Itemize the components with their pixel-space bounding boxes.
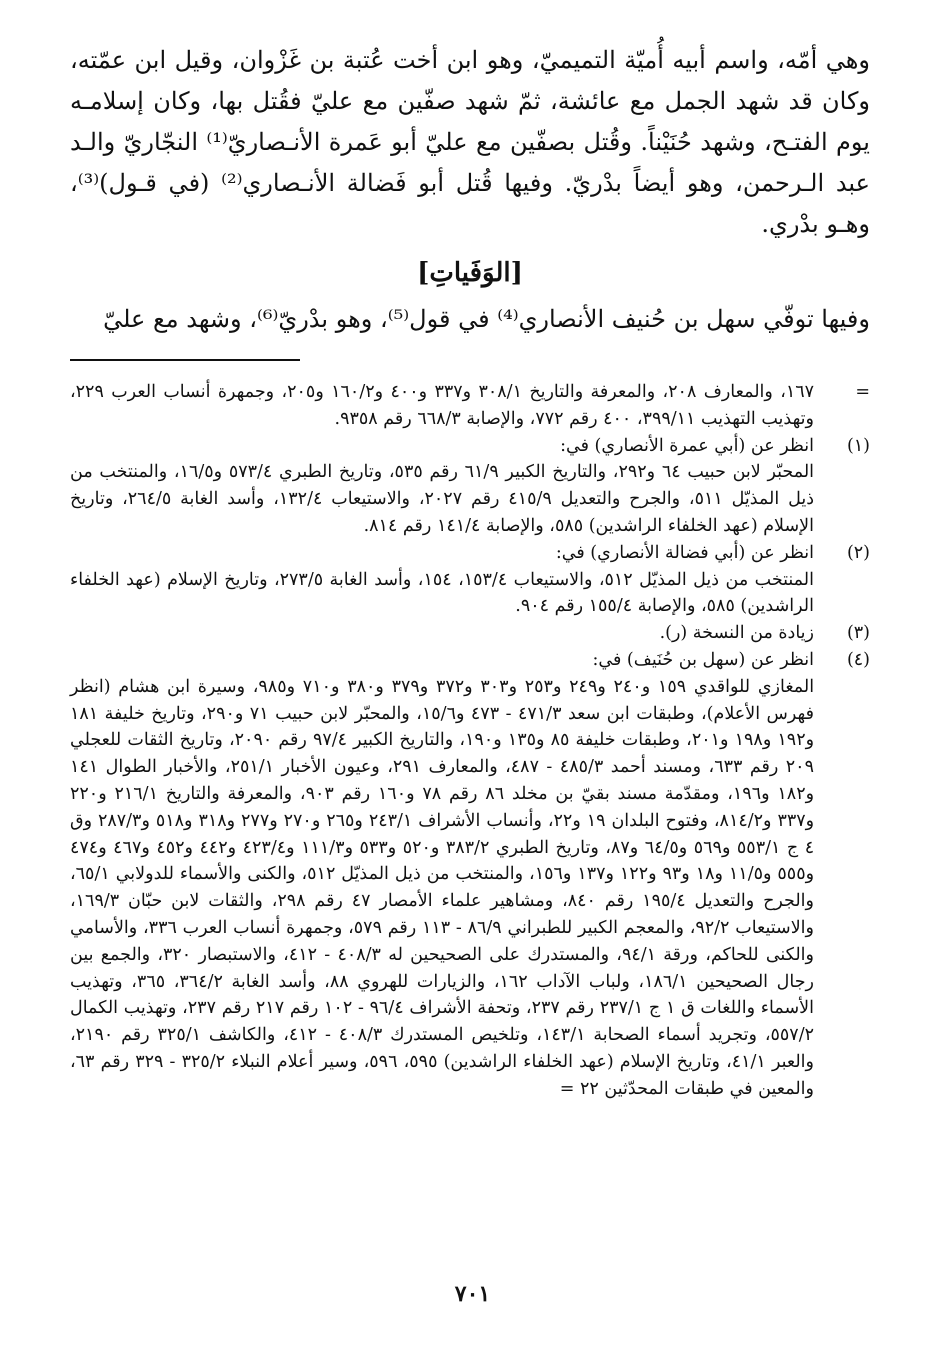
main-text	[70, 40, 870, 245]
footnote-1	[70, 433, 870, 540]
main-paragraph: وهي أمّه، واسم أبيه أُميّة التميميّ، وهو ابن أخت عُتبة بن غَزْوان، وقيل ابن عمّته، وكان قد شهد الجمل مع عائشة، ثمّ شهد صفّين مع عليّ فقُتل بها، وكان إسلامـه يوم الفتـح، وشهد حُنَيْناً. وقُتل بصفّين مع عليّ أبو عَمرة الأنـصاريّ⁽¹⁾ النجّاريّ والـد عبد الـرحمن، وهو أيضاً بدْريّ. وفيها قُتل أبو فَضالة الأنـصاري⁽²⁾ (في قـول)⁽³⁾، وهـو بدْري.	[70, 46, 870, 238]
section-heading: [الوَفَياتِ]	[417, 258, 523, 288]
footnote-continued	[70, 379, 870, 433]
page-number: ٧٠١	[454, 1281, 491, 1307]
section-paragraph: وفيها توفّي سهل بن حُنيف الأنصاري⁽⁴⁾ في قول⁽⁵⁾، وهو بدْريّ⁽⁶⁾، وشهد مع عليّ	[103, 305, 870, 333]
footnote-intro: انظر عن (أبي فضالة الأنصاري) في:	[555, 542, 814, 563]
footnote-intro: انظر عن (أبي عمرة الأنصاري) في:	[560, 435, 814, 456]
footnote-3	[70, 620, 870, 647]
footnote-body	[70, 540, 814, 620]
footnote-text: زيادة من النسخة (ر).	[659, 623, 814, 644]
footnote-2	[70, 540, 870, 620]
footnote-sources: المغازي للواقدي ١٥٩ و٢٤٠ و٢٤٩ و٢٥٣ و٣٠٣ و٣٧٢ و٣٧٩ و٣٨٠ و٧١٠ و٩٨٥، وسيرة ابن هشام (انظر فهرس الأعلام)، وطبقات ابن سعد ٤٧١/٣ - ٤٧٣ و١٥/٦، والمحبّر لابن حبيب ٧١ و٢٩٠، وتاريخ خليفة ١٨١ و١٩٢ و١٩٨ و٢٠١، وطبقات خليفة ٨٥ و١٣٥ و١٩٠، والتاريخ الكبير ٩٧/٤ رقم ٢٠٩٠، وتاريخ الثقات للعجلي ٢٠٩ رقم ٦٣٣، ومسند أحمد ٤٨٥/٣ - ٤٨٧، والمعارف ٢٩١، وعيون الأخبار ٢٥١/١، والأخبار الطوال ١٤١ و١٨٢ و١٩٦، ومقدّمة مسند بقيّ بن مخلد ٨٦ رقم ٧٨ و١٦٠ رقم ٩٠٣، والمعرفة والتاريخ ٢١٦/١ و٢٢٠ و٣٣٧ و٨١٤/٢، وفتوح البلدان ١٩ و٢٢، وأنساب الأشراف ٢٤٣/١ و٢٦٥ و٢٧٠ و٢٧٧ و٣١٨ و٥١٨ و٢٨٧/٣ وق ٤ ج ٥٥٣/١ و٥٦٩ و٦٤/٥ و٨٧، وتاريخ الطبري ٣٨٣/٢ و٥٢٠ و٥٣٣ و١١١/٣ و٤٢٣/٤ و٤٤٢ و٤٥٢ و٤٦٧ و٤٧٤ و٥٥٥ و١١/٥ و١٨ و٩٣ و١٢٢ و١٣٧ و١٥٦، والمنتخب من ذيل المذيّل ٥١٢، والكنى والأسماء للدولابي ٦٥/١، والجرح والتعديل ١٩٥/٤ رقم ٨٤٠، ومشاهير علماء الأمصار ٤٧ رقم ٢٩٨، والثقات لابن حبّان ١٦٩/٣، والاستيعاب ٩٢/٢، والمعجم الكبير للطبراني ٨٦/٩ - ١١٣ رقم ٥٧٩، وجمهرة أنساب العرب ٣٣٦، والأسامي والكنى للحاكم، ورقة ٩٤/١، والمستدرك على الصحيحين له ٤٠٨/٣ - ٤١٢، والاستبصار ٣٢٠، والجمع بين رجال الصحيحين ١٨٦/١، ولباب الآداب ١٦٢، والزيارات للهروي ٨٨، وأسد الغابة ٣٦٤/٢، ٣٦٥، وتهذيب الأسماء واللغات ق ١ ج ٢٣٧/١ رقم ٢٣٧، وتحفة الأشراف ٩٦/٤ - ١٠٢ رقم ٢١٧ رقم ٢٣٧، وتهذيب الكمال ٥٥٧/٢، وتجريد أسماء الصحابة ١٤٣/١، وتلخيص المستدرك ٤٠٨/٣ - ٤١٢، والكاشف ٣٢٥/١ رقم ٢١٩٠، والعبر ٤١/١، وتاريخ الإسلام (عهد الخلفاء الراشدين) ٥٩٥، ٥٩٦، وسير أعلام النبلاء ٣٢٥/٢ - ٣٢٩ رقم ٦٣، والمعين في طبقات المحدّثين ٢٢ =	[70, 676, 815, 1099]
footnote-number: =	[855, 382, 870, 402]
footnote-body	[70, 647, 814, 1103]
footnote-sources: المنتخب من ذيل المذيّل ٥١٢، والاستيعاب ١٥٣/٤، ١٥٤، وأسد الغابة ٢٧٣/٥، وتاريخ الإسلام (عهد الخلفاء الراشدين) ٥٨٥، والإصابة ١٥٥/٤ رقم ٩٠٤.	[70, 569, 814, 617]
footnote-number: (١)	[846, 435, 870, 456]
footnote-number: (٢)	[846, 542, 870, 563]
footnotes	[70, 379, 870, 1103]
footnote-body	[70, 433, 814, 540]
footnote-text: ١٦٧، والمعارف ٢٠٨، والمعرفة والتاريخ ٣٠٨/١ و٣٣٧ و٤٠٠ و١٦٠/٢ و٢٠٥، وجمهرة أنساب العرب ٢٢٩، وتهذيب التهذيب ٣٩٩/١١، ٤٠٠ رقم ٧٧٢، والإصابة ٦٦٨/٣ رقم ٩٣٥٨.	[70, 382, 815, 429]
footnote-number: (٣)	[846, 623, 870, 644]
footnote-number: (٤)	[846, 649, 870, 670]
footnote-intro: انظر عن (سهل بن حُنَيف) في:	[592, 649, 814, 670]
footnote-4	[70, 647, 870, 1103]
footnote-divider	[70, 359, 300, 361]
footnote-sources: المحبّر لابن حبيب ٦٤ و٢٩٢، والتاريخ الكبير ٦١/٩ رقم ٥٣٥، وتاريخ الطبري ٥٧٣/٤ و١٦/٥، والمنتخب من ذيل المذيّل ٥١١، والجرح والتعديل ٤١٥/٩ رقم ٢٠٢٧، والاستيعاب ١٣٢/٤، وأسد الغابة ٢٦٤/٥، وتاريخ الإسلام (عهد الخلفاء الراشدين) ٥٨٥، والإصابة ١٤١/٤ رقم ٨١٤.	[70, 462, 815, 536]
